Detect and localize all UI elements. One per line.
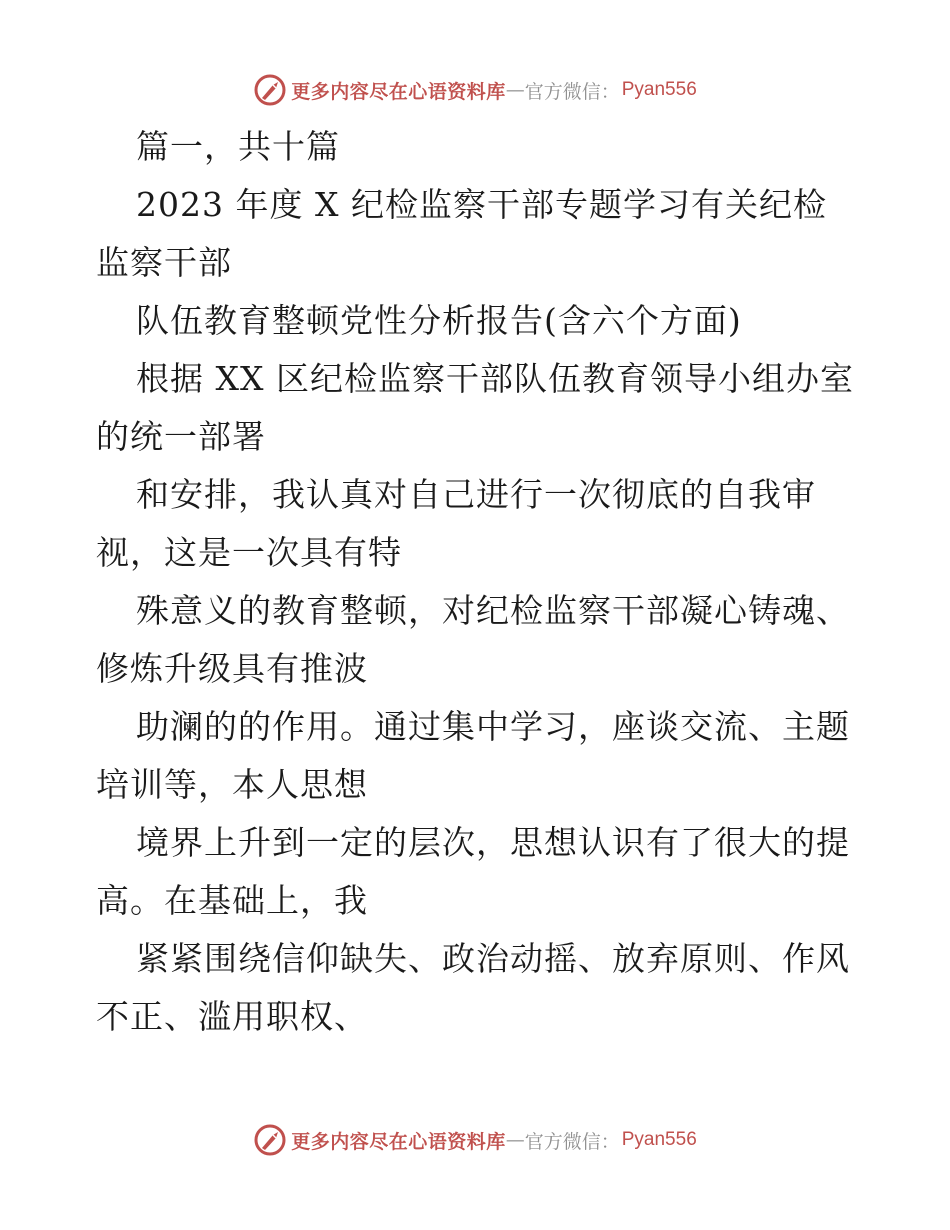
paragraph: 境界上升到一定的层次，思想认识有了很大的提高。在基础上，我: [96, 823, 850, 920]
watermark-separator: —: [505, 79, 525, 101]
paragraph: 2023 年度 X 纪检监察干部专题学习有关纪检监察干部: [96, 185, 827, 282]
pen-nib-icon: [253, 73, 287, 107]
document-body: [96, 118, 856, 1046]
pen-nib-icon: [253, 1123, 287, 1157]
paragraph: 殊意义的教育整顿，对纪检监察干部凝心铸魂、修炼升级具有推波: [96, 591, 850, 688]
paragraph: 助澜的的作用。通过集中学习，座谈交流、主题培训等，本人思想: [96, 707, 850, 804]
paragraph: 队伍教育整顿党性分析报告(含六个方面): [136, 301, 742, 340]
paragraph: 根据 XX 区纪检监察干部队伍教育领导小组办室的统一部署: [96, 359, 854, 456]
watermark-official-label: 官方微信：: [524, 80, 620, 103]
header-watermark: [0, 70, 950, 110]
watermark-wechat-id: Pyan556: [621, 79, 697, 100]
watermark-separator: —: [505, 1129, 525, 1151]
footer-watermark: [0, 1120, 950, 1160]
paragraph: 和安排，我认真对自己进行一次彻底的自我审视，这是一次具有特: [96, 475, 816, 572]
watermark-wechat-id: Pyan556: [621, 1129, 697, 1150]
paragraph: 紧紧围绕信仰缺失、政治动摇、放弃原则、作风不正、滥用职权、: [96, 939, 850, 1036]
watermark-official-label: 官方微信：: [524, 1130, 620, 1153]
watermark-text: 更多内容尽在心语资料库: [291, 80, 506, 103]
watermark-text: 更多内容尽在心语资料库: [291, 1130, 506, 1153]
paragraph: 篇一，共十篇: [136, 127, 340, 166]
